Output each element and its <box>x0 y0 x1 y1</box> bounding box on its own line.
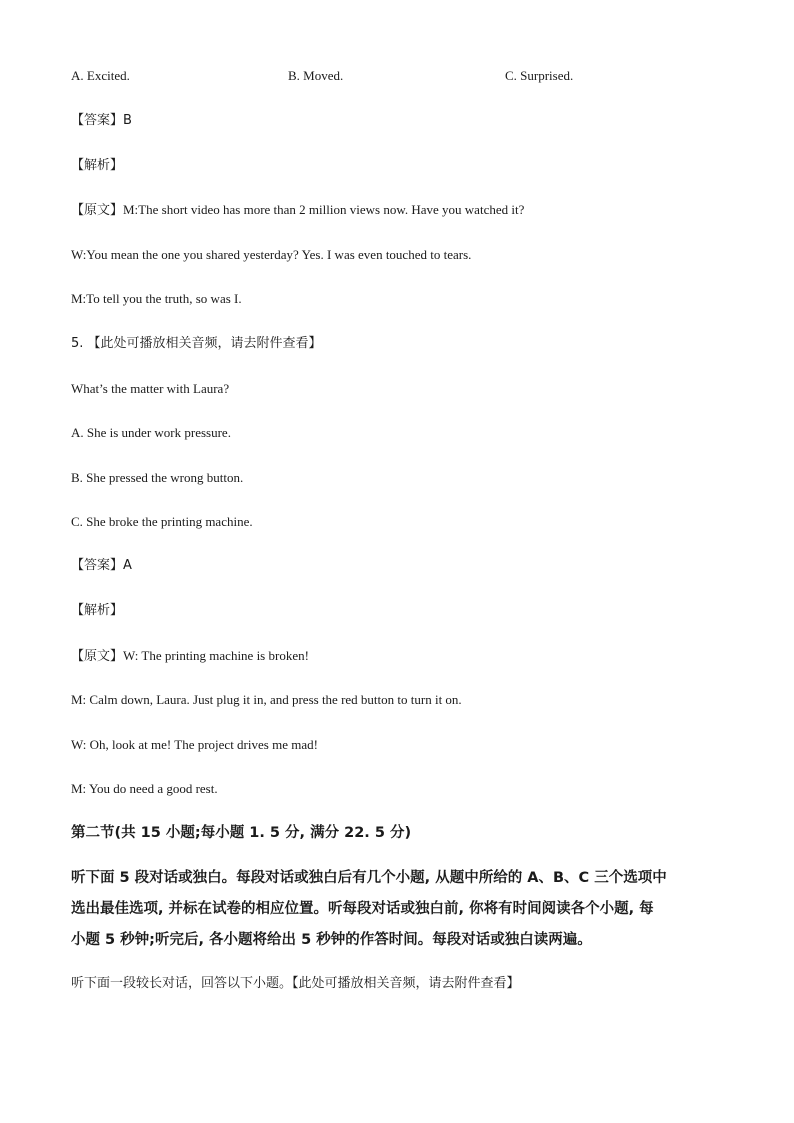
transcript-line: M: Calm down, Laura. Just plug it in, and press the red button to turn it on. <box>71 692 462 707</box>
option-c: C. Surprised. <box>505 68 574 83</box>
answer-label: 【答案】A <box>71 558 132 573</box>
question-text: What’s the matter with Laura? <box>71 381 230 396</box>
transcript-line: 【原文】M:The short video has more than 2 million views now. Have you watched it? <box>71 202 525 217</box>
transcript-line: W:You mean the one you shared yesterday? Yes. I was even touched to tears. <box>71 247 472 262</box>
option-a: A. She is under work pressure. <box>71 425 231 440</box>
transcript-line: M:To tell you the truth, so was I. <box>71 291 242 306</box>
analysis-label: 【解析】 <box>71 158 124 173</box>
transcript-line: M: You do need a good rest. <box>71 781 218 796</box>
transcript-line: 【原文】W: The printing machine is broken! <box>71 648 309 663</box>
option-a: A. Excited. <box>71 68 130 83</box>
option-b: B. She pressed the wrong button. <box>71 470 244 485</box>
instruction-line: 听下面 5 段对话或独白。每段对话或独白后有几个小题, 从题中所给的 A、B、C 三个选项中 <box>71 870 667 886</box>
option-b: B. Moved. <box>288 68 344 83</box>
analysis-label: 【解析】 <box>71 603 124 618</box>
question-header: 5. 【此处可播放相关音频，请去附件查看】 <box>71 336 322 351</box>
instruction-line: 选出最佳选项, 并标在试卷的相应位置。听每段对话或独白前, 你将有时间阅读各个小题, 每 <box>71 901 654 917</box>
listening-prompt: 听下面一段较长对话，回答以下小题。【此处可播放相关音频，请去附件查看】 <box>71 976 520 991</box>
transcript-line: W: Oh, look at me! The project drives me mad! <box>71 737 318 752</box>
instruction-line: 小题 5 秒钟;听完后, 各小题将给出 5 秒钟的作答时间。每段对话或独白读两遍。 <box>71 932 592 948</box>
answer-label: 【答案】B <box>71 113 132 128</box>
section-title: 第二节(共 15 小题;每小题 1. 5 分, 满分 22. 5 分) <box>71 825 412 841</box>
option-c: C. She broke the printing machine. <box>71 514 253 529</box>
